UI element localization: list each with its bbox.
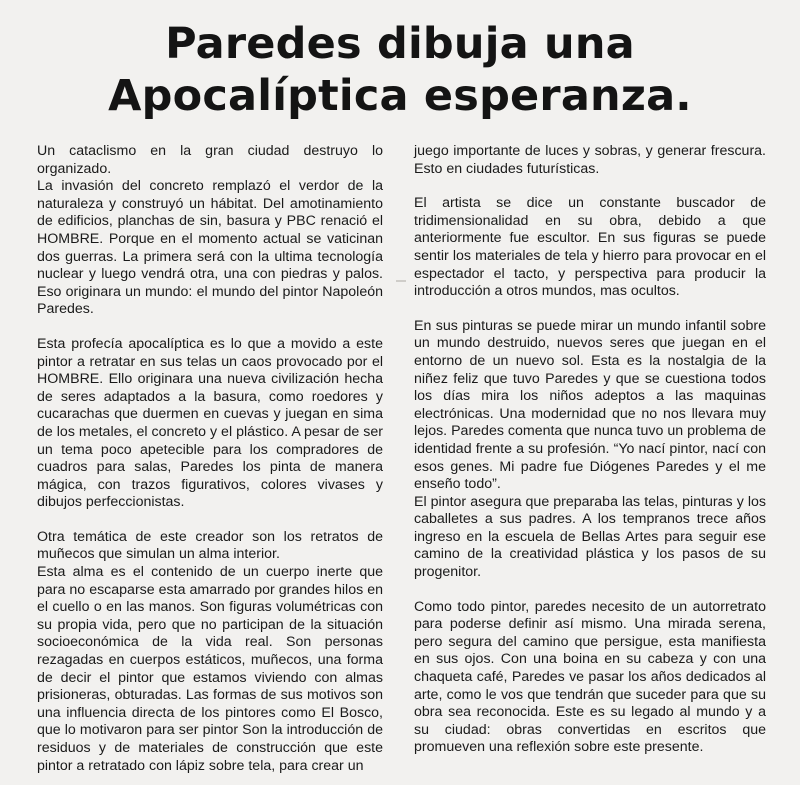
paragraph: juego importante de luces y sobras, y generar frescura. Esto en ciudades futurísticas. (414, 143, 766, 177)
title-line-2: Apocalíptica esperanza. (108, 71, 692, 121)
paragraph: Otra temática de este creador son los retratos de muñecos que simulan un alma interior. (37, 528, 383, 563)
paragraph: Esta alma es el contenido de un cuerpo inerte que para no escaparse esta amarrado por grandes hilos en el cuello o en las manos. Son figuras volumétricas con su propia vida, pero que no participan de la situación socioeconómica de la vida real. Son personas rezagadas en cuerpos estáticos, muñecos, una forma de decir el pintor que estamos viviendo con almas prisioneras, obturadas. Las formas de sus motivos son una influencia directa de los pintores como El Bosco, que lo motivaron para ser pintor Son la introducción de residuos y de materiales de construcción que este pintor a retratado con lápiz sobre tela, para crear un (37, 564, 383, 774)
paragraph: Un cataclismo en la gran ciudad destruyo lo organizado. (37, 143, 383, 177)
paragraph: El pintor asegura que preparaba las telas, pinturas y los caballetes a sus padres. A los tempranos trece años ingreso en la escuela de Bellas Artes para seguir ese camino de la creatividad plástica y los pasos de su progenitor. (414, 493, 766, 581)
paragraph: El artista se dice un constante buscador de tridimensionalidad en su obra, debido a que anteriormente fue escultor. En sus figuras se puede sentir los materiales de tela y hierro para provocar en el espectador el tacto, y perspectiva para producir la introducción a otros mundos, mas ocultos. (414, 195, 766, 300)
title-line-1: Paredes dibuja una (165, 19, 635, 69)
article-title (0, 18, 800, 122)
scan-mark (396, 280, 406, 282)
paragraph: Esta profecía apocalíptica es lo que a movido a este pintor a retratar en sus telas un caos provocado por el HOMBRE. Ello originara una nueva civilización hecha de seres adaptados a la basura, como roedores y cucarachas que duermen en cuevas y juegan en sima de los metales, el concreto y el plástico. A pesar de ser un tema poco apetecible para los compradores de cuadros para salas, Paredes los pinta de manera mágica, con trazos figurativos, colores vivases y dibujos perfeccionistas. (37, 335, 383, 511)
paragraph: Como todo pintor, paredes necesito de un autorretrato para poderse definir así mismo. Una mirada serena, pero segura del camino que persigue, esta manifiesta en sus ojos. Con una boina en su cabeza y con una chaqueta café, Paredes ve pasar los años dedicados al arte, como le vos que tendrán que suceder para que su obra sea reconocida. Este es su legado al mundo y a su ciudad: obras convertidas en escritos que promueven una reflexión sobre este presente. (414, 598, 766, 756)
right-column (414, 143, 766, 757)
paragraph: En sus pinturas se puede mirar un mundo infantil sobre un mundo destruido, nuevos seres que juegan en el entorno de un nuevo sol. Esta es la nostalgia de la niñez feliz que tuvo Paredes y que se cuestiona todos los días mira los niños adeptos a las maquinas electrónicas. Una modernidad que no nos llevara muy lejos. Paredes comenta que nunca tuvo un problema de identidad frente a su profesión. “Yo nací pintor, nací con esos genes. Mi padre fue Diógenes Paredes y el me enseño todo”. (414, 317, 766, 493)
left-column (37, 143, 383, 775)
paragraph: La invasión del concreto remplazó el verdor de la naturaleza y construyó un hábitat. Del amotinamiento de edificios, planchas de sin, basura y PBC renació el HOMBRE. Porque en el momento actual se vaticinan dos guerras. La primera será con la ultima tecnología nuclear y luego vendrá otra, una con piedras y palos. Eso originara un mundo: el mundo del pintor Napoleón Paredes. (37, 178, 383, 318)
